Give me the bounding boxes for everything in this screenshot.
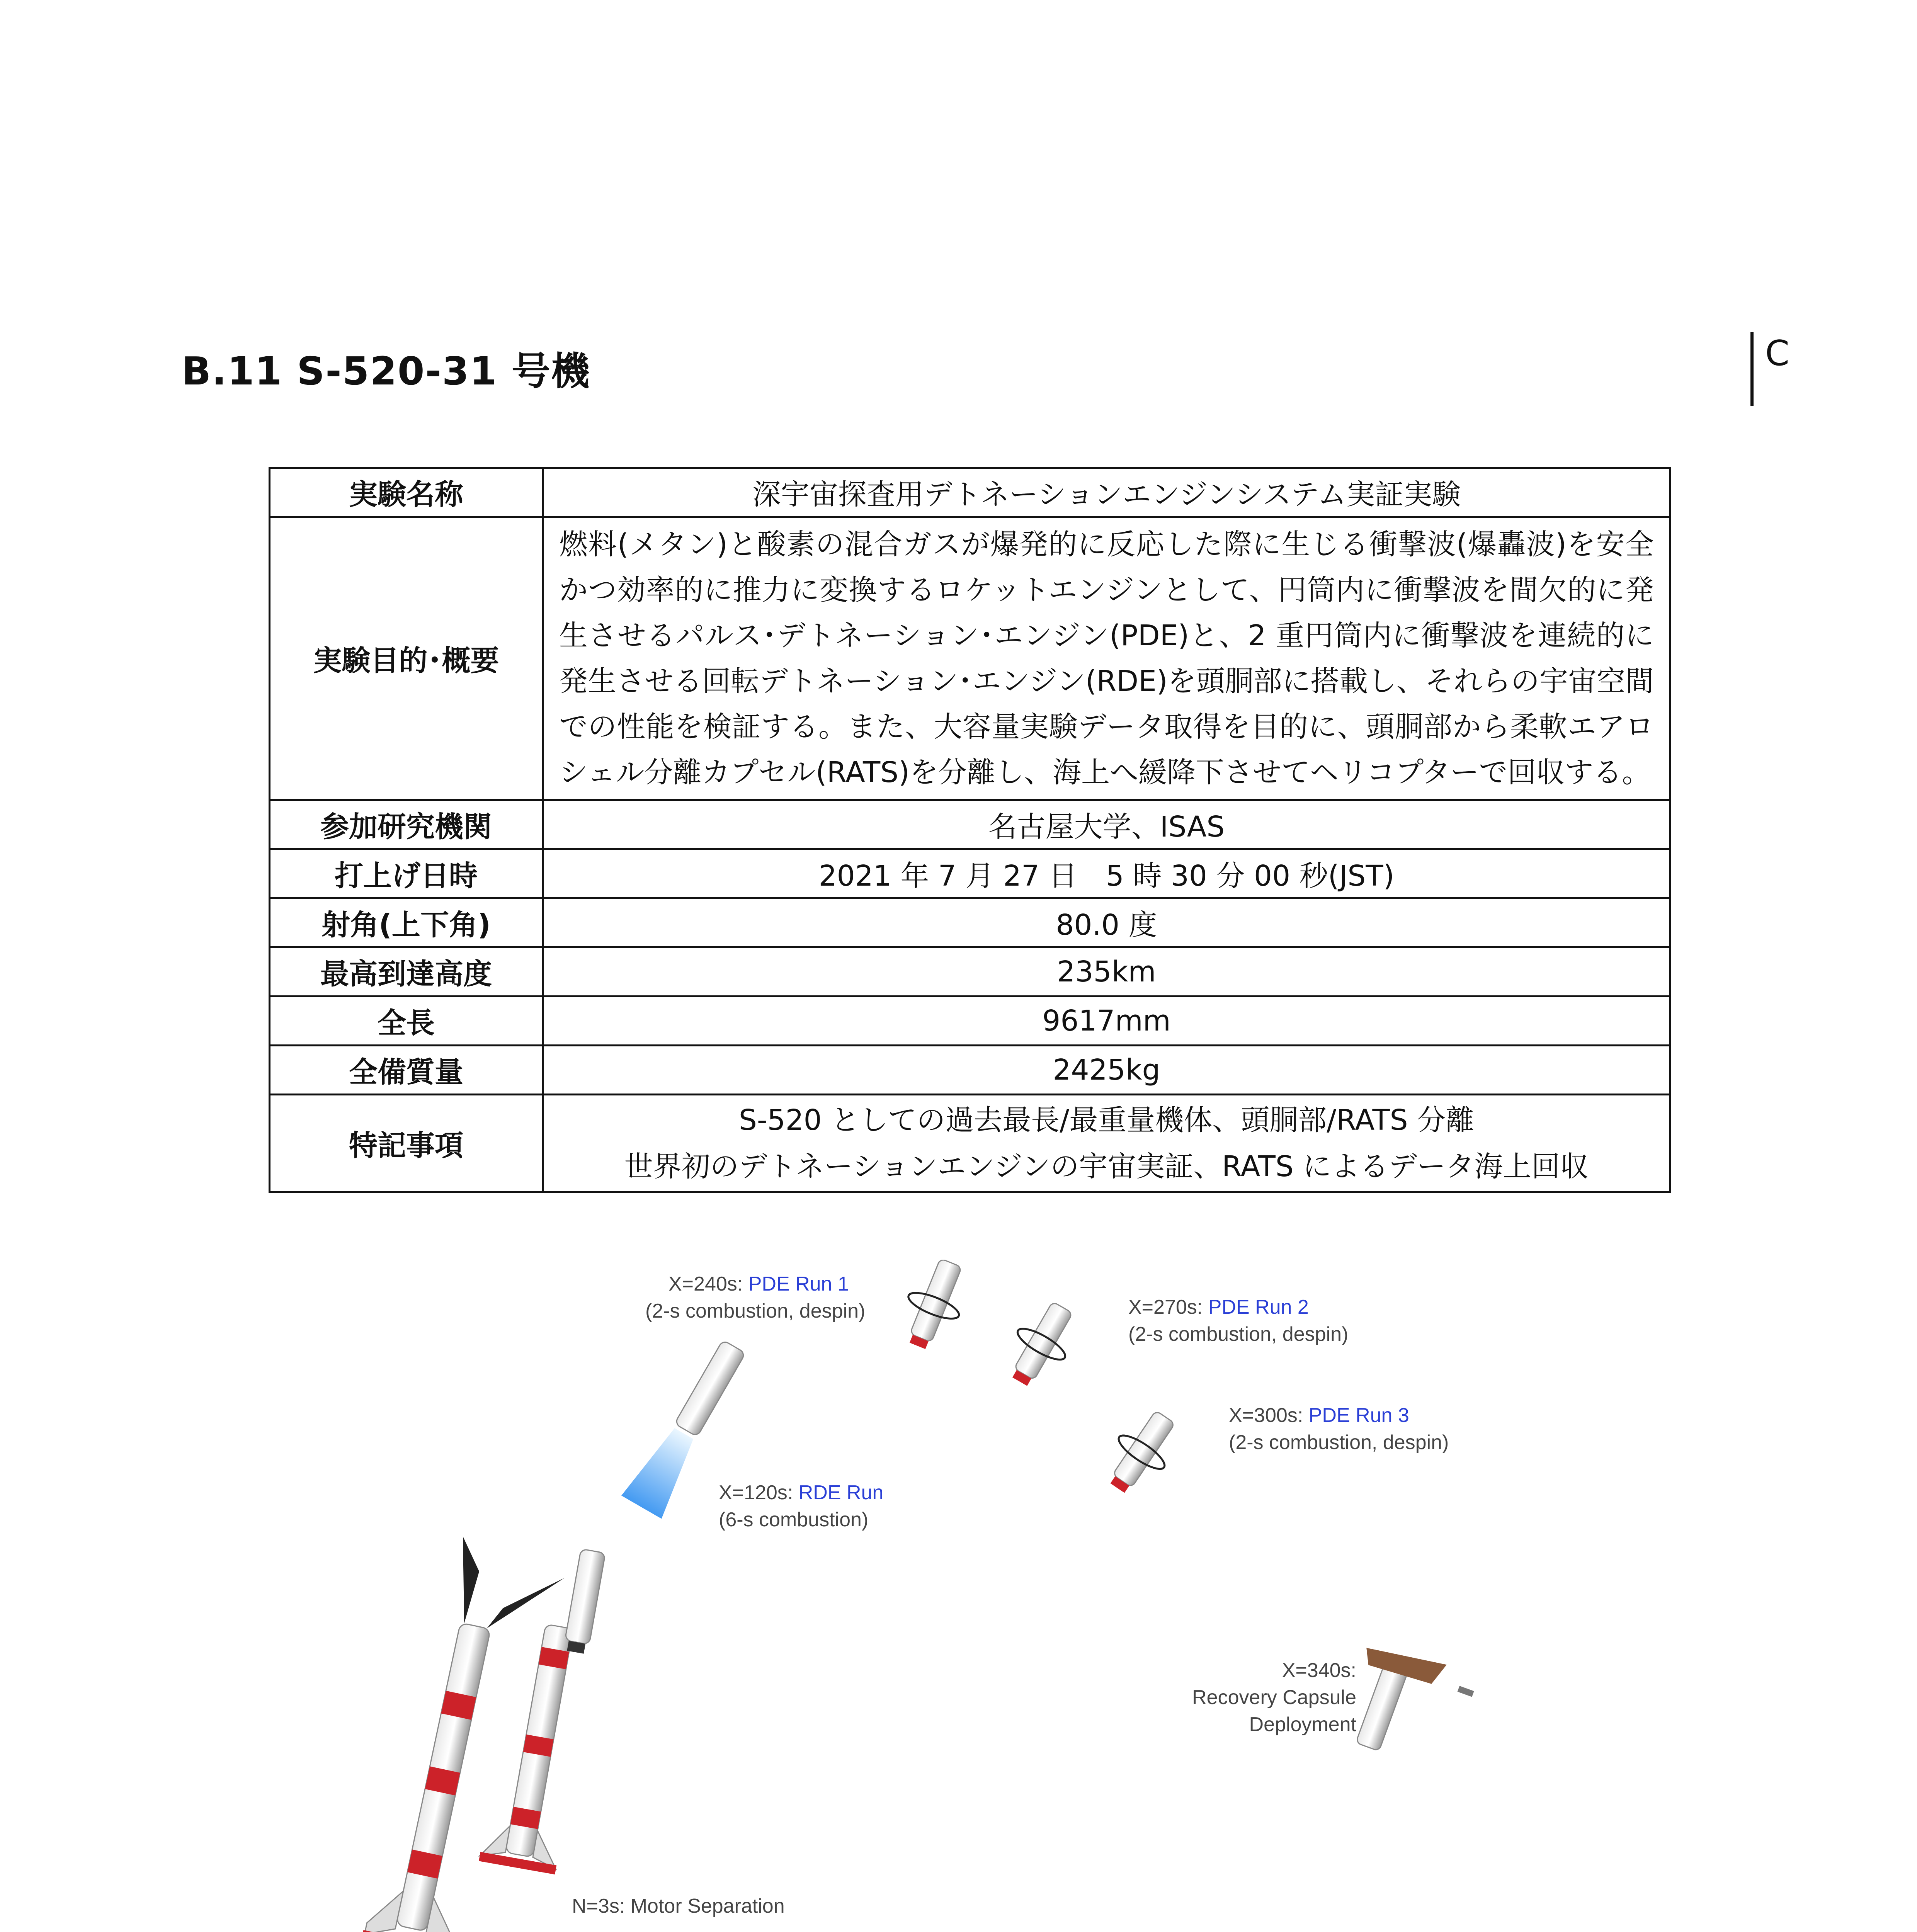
row-value: 2021 年 7 月 27 日 5 時 30 分 00 秒(JST) — [543, 849, 1670, 898]
row-value: 9617mm — [543, 997, 1670, 1046]
pde-run-3-desc: (2-s combustion, despin) — [1229, 1431, 1449, 1454]
table-row — [270, 517, 1670, 800]
table-row — [270, 1095, 1670, 1192]
table-row — [270, 947, 1670, 997]
row-label: 特記事項 — [270, 1095, 543, 1192]
row-value: 235km — [543, 947, 1670, 997]
row-label: 全長 — [270, 997, 543, 1046]
second-stage-rocket-icon — [479, 1620, 597, 1874]
table-row — [270, 1046, 1670, 1095]
note-line-2: 世界初のデトネーションエンジンの宇宙実証、RATS によるデータ海上回収 — [624, 1150, 1589, 1183]
row-value — [543, 1095, 1670, 1192]
side-marker: C — [1750, 332, 1789, 406]
row-label: 参加研究機関 — [270, 800, 543, 849]
pde-run-2-rocket-icon — [996, 1294, 1086, 1395]
row-value: 2425kg — [543, 1046, 1670, 1095]
row-value: 名古屋大学、ISAS — [543, 800, 1670, 849]
row-label: 打上げ日時 — [270, 849, 543, 898]
pde-run-2-desc: (2-s combustion, despin) — [1128, 1323, 1349, 1345]
recovery-capsule-icon — [1335, 1637, 1479, 1774]
section-heading: B.11 S-520-31 号機 — [182, 349, 590, 394]
table-row — [270, 997, 1670, 1046]
row-value: 深宇宙探査用デトネーションエンジンシステム実証実験 — [543, 468, 1670, 517]
rde-run-desc: (6-s combustion) — [719, 1509, 869, 1531]
flight-sequence-diagram — [359, 1260, 1580, 1932]
pde-run-1-label: X=240s: PDE Run 1 — [668, 1273, 849, 1295]
table-row — [270, 849, 1670, 898]
note-line-1: S-520 としての過去最長/最重量機体、頭胴部/RATS 分離 — [738, 1104, 1475, 1137]
recovery-line-1: Recovery Capsule — [1192, 1686, 1356, 1709]
row-label: 射角(上下角) — [270, 898, 543, 947]
pde-run-1-rocket-icon — [892, 1260, 976, 1356]
recovery-line-2: Deployment — [1249, 1713, 1356, 1736]
motor-separation-label: N=3s: Motor Separation — [572, 1895, 785, 1917]
payload-section-icon — [563, 1549, 605, 1654]
recovery-time-label: X=340s: — [1282, 1659, 1356, 1682]
pde-run-2-label: X=270s: PDE Run 2 — [1128, 1296, 1309, 1318]
rde-run-label: X=120s: RDE Run — [719, 1481, 884, 1504]
table-row — [270, 800, 1670, 849]
table-row — [270, 898, 1670, 947]
pde-run-3-label: X=300s: PDE Run 3 — [1229, 1404, 1409, 1427]
row-value: 80.0 度 — [543, 898, 1670, 947]
pde-run-1-desc: (2-s combustion, despin) — [645, 1300, 866, 1322]
row-label: 実験目的･概要 — [270, 517, 543, 800]
row-value: 燃料(メタン)と酸素の混合ガスが爆発的に反応した際に生じる衝撃波(爆轟波)を安全かつ効率的に推力に変換するロケットエンジンとして、円筒内に衝撃波を間欠的に発生させるパルス･デトネーション･エンジン(PDE)と、2 重円筒内に衝撃波を連続的に発生させる回転デトネーション･エンジン(RDE)を頭胴部に搭載し、それらの宇宙空間での性能を検証する。また、大容量実験データ取得を目的に、頭胴部から柔軟エアロシェル分離カプセル(RATS)を分離し、海上へ緩降下させてヘリコプターで回収する。 — [543, 517, 1670, 800]
row-label: 全備質量 — [270, 1046, 543, 1095]
experiment-info-table — [269, 467, 1671, 1193]
pde-run-3-rocket-icon — [1095, 1402, 1188, 1503]
table-row — [270, 468, 1670, 517]
row-label: 最高到達高度 — [270, 947, 543, 997]
row-label: 実験名称 — [270, 468, 543, 517]
